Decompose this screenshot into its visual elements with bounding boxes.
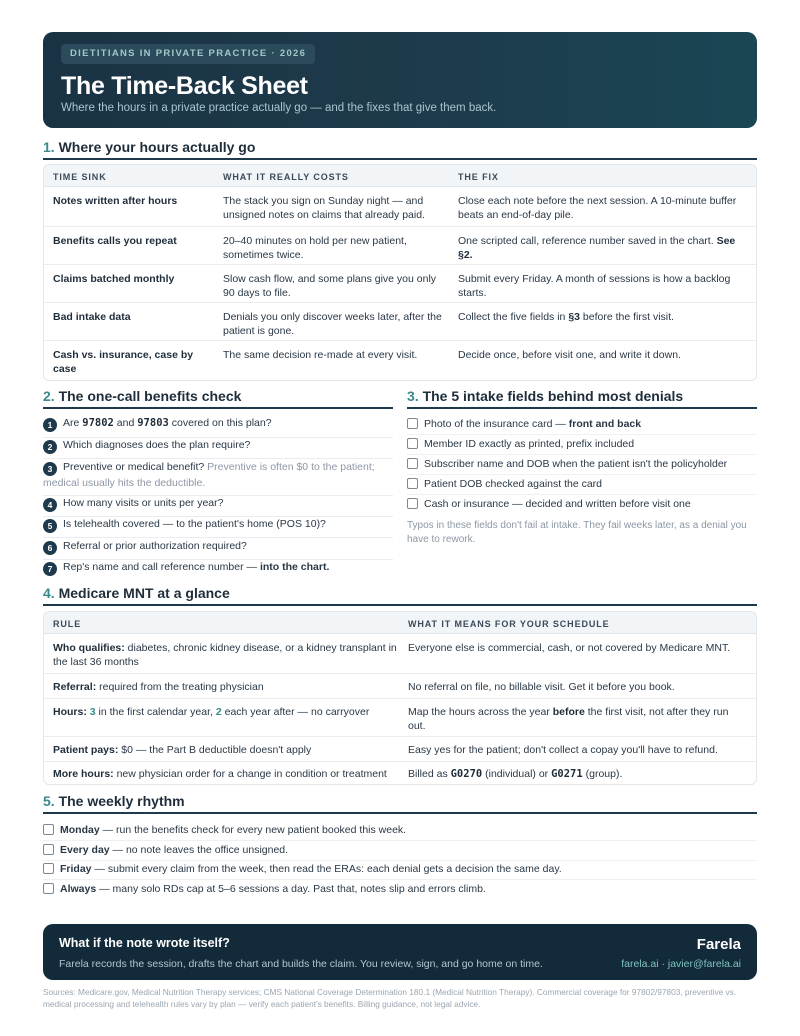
- fix-cell: Submit every Friday. A month of sessions is how a backlog starts.: [458, 273, 731, 299]
- table-header: [44, 165, 756, 187]
- intake-checkbox-item[interactable]: [407, 437, 634, 451]
- table-row: [44, 227, 756, 265]
- list-item: [43, 539, 393, 560]
- fix-text: before the first visit.: [580, 311, 674, 323]
- column-header: WHAT IT REALLY COSTS: [223, 172, 349, 182]
- weekly-task: — many solo RDs cap at 5–6 sessions a day. Past that, notes slip and errors climb.: [96, 883, 486, 895]
- fix-cell: Decide once, before visit one, and write it down.: [458, 349, 681, 361]
- cta-banner: [43, 924, 757, 980]
- header-banner: [43, 32, 757, 128]
- cost-cell: 20–40 minutes on hold per new patient, sometimes twice.: [223, 235, 407, 261]
- cpt-code: 97803: [137, 417, 169, 429]
- rule-cell: [53, 767, 398, 781]
- step-text: Which diagnoses does the plan require?: [63, 439, 251, 451]
- section-number: 4.: [43, 585, 55, 601]
- table-header: [44, 612, 756, 634]
- section-2-title: [43, 388, 241, 404]
- column-header: THE FIX: [458, 172, 499, 182]
- intake-checkbox-item[interactable]: [407, 417, 641, 431]
- time-sink-cell: Claims batched monthly: [53, 273, 175, 285]
- column-header: RULE: [53, 619, 82, 629]
- list-item: [43, 460, 393, 496]
- step-number-badge: 4: [43, 498, 57, 512]
- weekly-task: — run the benefits check for every new patient booked this week.: [99, 824, 407, 836]
- section-title-text: The weekly rhythm: [58, 793, 185, 809]
- checkbox-emphasis: front and back: [568, 418, 642, 430]
- time-sink-cell: Notes written after hours: [53, 195, 178, 207]
- list-item: [43, 416, 393, 438]
- page-title: The Time-Back Sheet: [61, 72, 308, 100]
- sources-footnote: Sources: Medicare.gov, Medical Nutrition Therapy services; CMS National Coverage Determination 180.1 (Medical Nutrition Therapy). Commercial coverage for 97802/97803, preventive vs. medical processing and telehealth rules vary by plan — verify each patient's benefits. Billing guidance, not legal advice.: [43, 987, 737, 1009]
- table-row: [44, 634, 756, 674]
- checkbox[interactable]: [43, 844, 54, 855]
- rule-label: More hours:: [53, 768, 114, 780]
- rule-text: required from the treating physician: [96, 681, 264, 693]
- step-text: Rep's name and call reference number —: [63, 561, 260, 573]
- checkbox[interactable]: [407, 478, 418, 489]
- intake-checkbox-item[interactable]: [407, 477, 602, 491]
- hours-count: 3: [89, 706, 96, 718]
- divider: [43, 840, 757, 841]
- weekly-day: Always: [60, 883, 97, 895]
- cta-description: Farela records the session, drafts the chart and builds the claim. You review, sign, and go home on time.: [59, 958, 543, 970]
- fix-cell: [458, 310, 748, 324]
- weekly-day: Monday: [60, 824, 100, 836]
- section-number: 3.: [407, 388, 419, 404]
- checkbox[interactable]: [43, 883, 54, 894]
- step-text: Are: [63, 417, 83, 429]
- section-5-title: [43, 793, 185, 809]
- checkbox-label: Cash or insurance — decided and written before visit one: [424, 498, 691, 510]
- checkbox[interactable]: [43, 863, 54, 874]
- meaning-text: (individual) or: [482, 768, 552, 780]
- cost-cell: Denials you only discover weeks later, after the patient is gone.: [223, 311, 442, 337]
- step-text: How many visits or units per year?: [63, 497, 224, 509]
- meaning-cell: Everyone else is commercial, cash, or not covered by Medicare MNT.: [408, 642, 731, 654]
- checkbox[interactable]: [407, 438, 418, 449]
- time-sink-table: [43, 164, 757, 381]
- step-text: covered on this plan?: [168, 417, 272, 429]
- table-row: [44, 265, 756, 303]
- step-number-badge: 1: [43, 418, 57, 432]
- step-text: Preventive or medical benefit?: [63, 461, 208, 473]
- meaning-text: Billed as: [408, 768, 451, 780]
- fix-cell: [458, 234, 748, 262]
- time-sink-cell: Benefits calls you repeat: [53, 235, 177, 247]
- eyebrow-badge: DIETITIANS IN PRIVATE PRACTICE · 2026: [61, 44, 315, 64]
- rule-cell: [53, 705, 398, 719]
- section-rule: [43, 158, 757, 160]
- fix-text: Collect the five fields in: [458, 311, 569, 323]
- step-number-badge: 7: [43, 562, 57, 576]
- step-text: Is telehealth covered — to the patient's home (POS 10)?: [63, 518, 326, 530]
- rule-text: $0 — the Part B deductible doesn't apply: [118, 744, 312, 756]
- meaning-cell: Easy yes for the patient; don't collect a copay you'll have to refund.: [408, 744, 718, 756]
- table-row: [44, 674, 756, 699]
- rule-text: each year after — no carryover: [221, 706, 370, 718]
- section-title-text: The 5 intake fields behind most denials: [422, 388, 684, 404]
- rule-label: Hours:: [53, 706, 87, 718]
- weekly-task: — no note leaves the office unsigned.: [109, 844, 289, 856]
- time-sink-cell: Cash vs. insurance, case by case: [53, 349, 194, 375]
- table-row: [44, 762, 756, 785]
- meaning-text: (group).: [582, 768, 623, 780]
- weekly-checkbox-item[interactable]: [43, 862, 562, 876]
- checkbox[interactable]: [407, 418, 418, 429]
- divider: [407, 474, 757, 475]
- section-rule: [43, 812, 757, 814]
- fix-reference: See §2.: [458, 235, 736, 261]
- step-number-badge: 2: [43, 440, 57, 454]
- step-emphasis: into the chart.: [259, 561, 330, 573]
- weekly-checkbox-item[interactable]: [43, 843, 288, 857]
- weekly-day: Every day: [60, 844, 110, 856]
- cost-cell: Slow cash flow, and some plans give you only 90 days to file.: [223, 273, 437, 299]
- checkbox-label: Member ID exactly as printed, prefix included: [424, 438, 635, 450]
- section-title-text: Where your hours actually go: [58, 139, 256, 155]
- section-3-title: [407, 388, 683, 404]
- column-header: WHAT IT MEANS FOR YOUR SCHEDULE: [408, 619, 610, 629]
- table-row: [44, 699, 756, 737]
- meaning-cell: No referral on file, no billable visit. Get it before you book.: [408, 681, 675, 693]
- meaning-cell: [408, 705, 748, 733]
- hcpcs-code: G0271: [551, 768, 583, 780]
- section-number: 5.: [43, 793, 55, 809]
- table-row: [44, 303, 756, 341]
- step-text: and: [113, 417, 138, 429]
- cost-cell: The same decision re-made at every visit.: [223, 349, 418, 361]
- rule-text: new physician order for a change in condition or treatment: [113, 768, 387, 780]
- hcpcs-code: G0270: [450, 768, 483, 780]
- step-number-badge: 3: [43, 462, 57, 476]
- rule-cell: [53, 680, 398, 694]
- rule-cell: [53, 641, 398, 669]
- medicare-mnt-table: [43, 611, 757, 785]
- intake-note: Typos in these fields don't fail at intake. They fail weeks later, as a denial you have to rework.: [407, 520, 747, 545]
- intake-checkbox-item[interactable]: [407, 497, 691, 511]
- section-4-title: [43, 585, 230, 601]
- cta-question: What if the note wrote itself?: [59, 936, 230, 950]
- weekly-checkbox-item[interactable]: [43, 882, 486, 896]
- checkbox-label: Subscriber name and DOB when the patient isn't the policyholder: [424, 458, 728, 470]
- meaning-text: Map the hours across the year: [408, 706, 553, 718]
- hours-count: 2: [215, 706, 222, 718]
- checkbox[interactable]: [43, 824, 54, 835]
- checkbox-label: Patient DOB checked against the card: [424, 478, 603, 490]
- contact-link[interactable]: farela.ai · javier@farela.ai: [621, 958, 741, 970]
- section-title-text: Medicare MNT at a glance: [58, 585, 230, 601]
- section-rule: [43, 407, 393, 409]
- section-rule: [43, 604, 757, 606]
- checkbox[interactable]: [407, 458, 418, 469]
- meaning-cell: [408, 767, 748, 781]
- rule-label: Referral:: [53, 681, 97, 693]
- time-sink-cell: Bad intake data: [53, 311, 131, 323]
- divider: [43, 860, 757, 861]
- rule-text: in the first calendar year,: [95, 706, 216, 718]
- brand-logo: Farela: [696, 936, 741, 953]
- step-number-badge: 5: [43, 519, 57, 533]
- step-number-badge: 6: [43, 541, 57, 555]
- fix-text: One scripted call, reference number saved in the chart.: [458, 235, 717, 247]
- section-number: 1.: [43, 139, 55, 155]
- section-number: 2.: [43, 388, 55, 404]
- table-row: [44, 341, 756, 381]
- divider: [407, 494, 757, 495]
- rule-label: Who qualifies:: [53, 642, 125, 654]
- divider: [407, 434, 757, 435]
- list-item: [43, 496, 393, 517]
- divider: [407, 454, 757, 455]
- list-item: [43, 438, 393, 459]
- intake-checkbox-item[interactable]: [407, 457, 727, 471]
- meaning-emphasis: before: [552, 706, 585, 718]
- checkbox[interactable]: [407, 498, 418, 509]
- list-item: [43, 560, 393, 581]
- table-row: [44, 737, 756, 762]
- meaning-text: the first visit, not after they run out.: [408, 706, 729, 732]
- table-row: [44, 187, 756, 227]
- weekly-checkbox-item[interactable]: [43, 823, 406, 837]
- divider: [43, 879, 757, 880]
- rule-text: diabetes, chronic kidney disease, or a kidney transplant in the last 36 months: [53, 642, 397, 668]
- section-rule: [407, 407, 757, 409]
- step-text: Referral or prior authorization required?: [63, 540, 247, 552]
- list-item: [43, 517, 393, 538]
- section-1-title: [43, 139, 255, 155]
- fix-reference: §3: [568, 311, 580, 323]
- section-title-text: The one-call benefits check: [58, 388, 242, 404]
- checkbox-label: Photo of the insurance card —: [424, 418, 569, 430]
- weekly-day: Friday: [60, 863, 92, 875]
- page-subtitle: Where the hours in a private practice actually go — and the fixes that give them back.: [61, 102, 497, 114]
- fix-cell: Close each note before the next session. A 10-minute buffer beats an end-of-day pile.: [458, 195, 737, 221]
- column-header: TIME SINK: [53, 172, 107, 182]
- rule-label: Patient pays:: [53, 744, 119, 756]
- cost-cell: The stack you sign on Sunday night — and unsigned notes on claims that already paid.: [223, 195, 425, 221]
- cpt-code: 97802: [82, 417, 114, 429]
- step-note: Preventive is often $0 to the patient; medical usually hits the deductible.: [43, 461, 375, 489]
- weekly-task: — submit every claim from the week, then read the ERAs: each denial gets a decision the same day.: [91, 863, 562, 875]
- rule-cell: [53, 743, 398, 757]
